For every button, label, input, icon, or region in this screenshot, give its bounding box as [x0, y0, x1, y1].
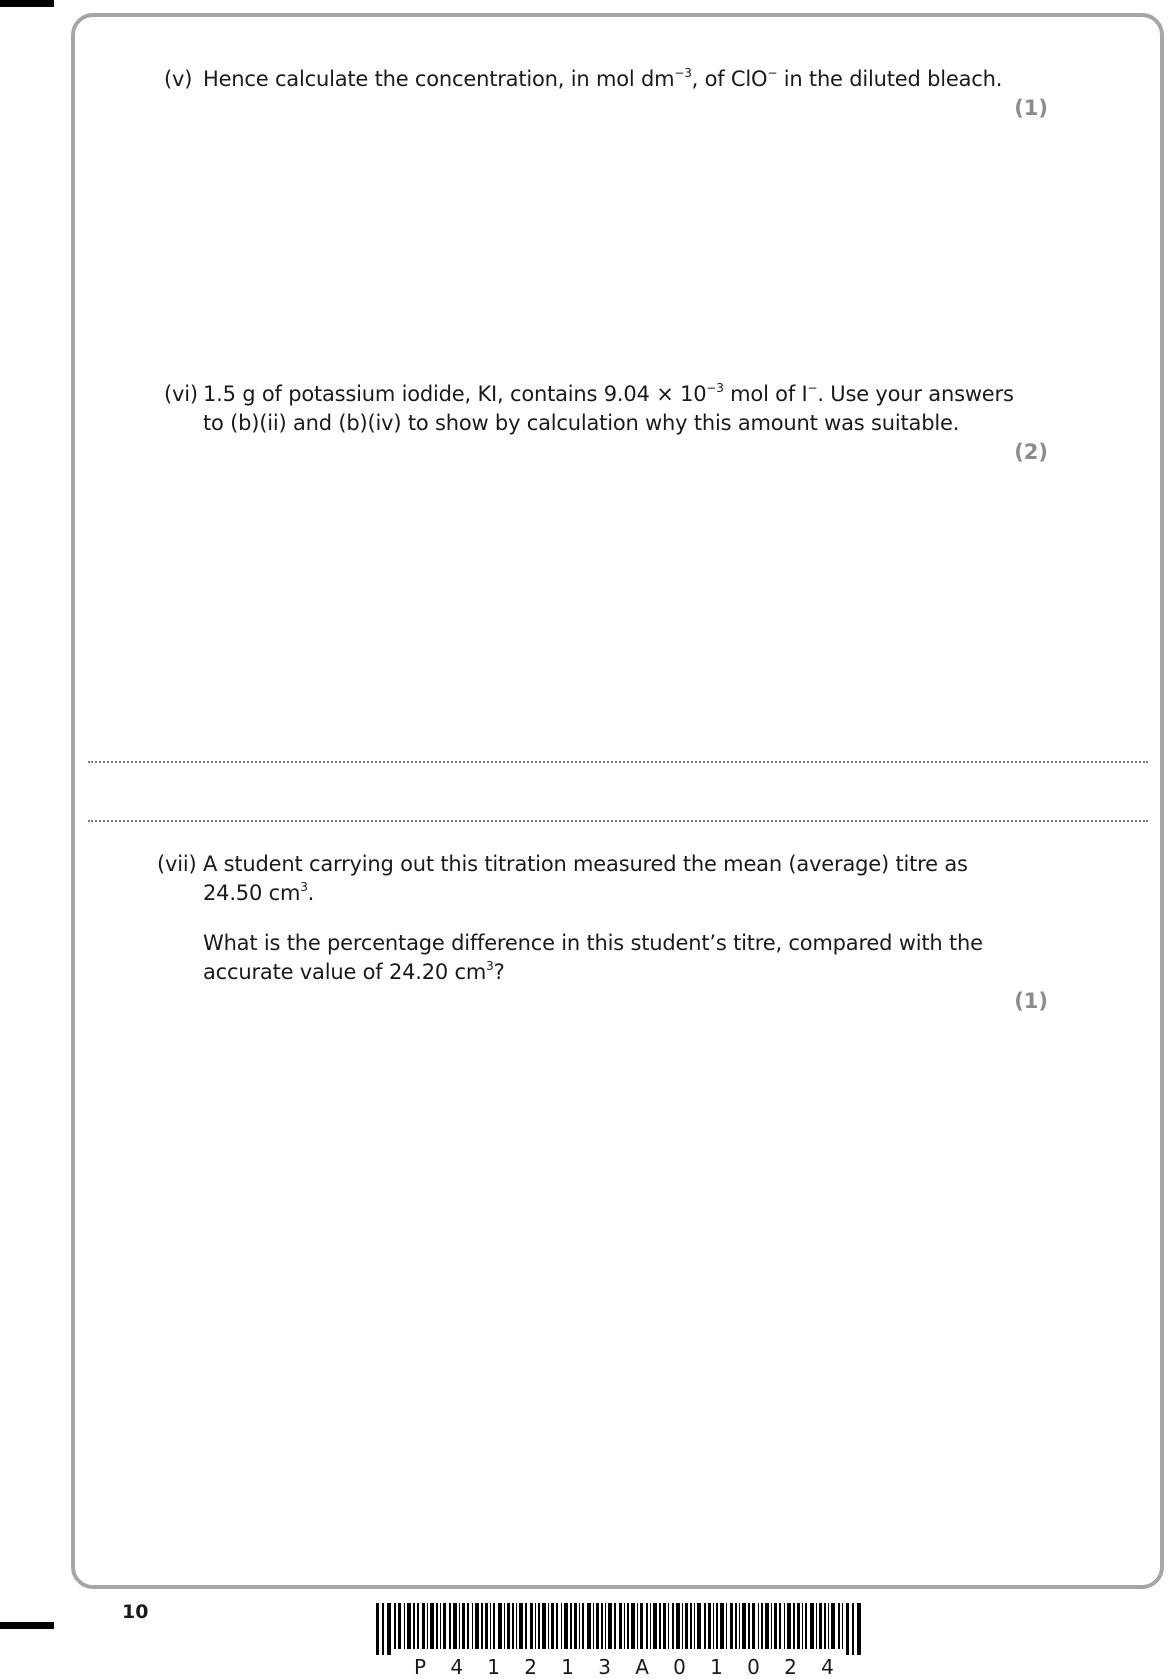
marks-vii: (1) — [1014, 989, 1048, 1013]
barcode-char: 2 — [784, 1655, 797, 1679]
marks-vi: (2) — [1014, 440, 1048, 464]
barcode-char: A — [635, 1655, 649, 1679]
barcode-char: 4 — [821, 1655, 834, 1679]
barcode-char: P — [414, 1655, 427, 1679]
answer-line — [88, 761, 1148, 763]
barcode-char: 0 — [747, 1655, 760, 1679]
answer-line — [88, 820, 1148, 822]
question-text: Hence calculate the concentration, in mol $dm^{-3}$, of ClO− in the diluted bleach. — [203, 66, 1003, 91]
question-text-line4: accurate value of 24.20 $cm^3$? — [203, 959, 505, 984]
question-number: (vii) — [157, 852, 197, 876]
answer-frame — [71, 13, 1164, 1589]
question-text-line2: to (b)(ii) and (b)(iv) to show by calculation why this amount was suitable. — [203, 411, 960, 435]
question-text: 1.5 g of potassium iodide, KI, contains $9.04 \times 10^{-3}$ mol of I−. Use your answers — [203, 381, 1014, 406]
question-text: A student carrying out this titration measured the mean (average) titre as — [203, 852, 968, 876]
barcode-image — [376, 1603, 862, 1655]
registration-mark-top — [0, 0, 54, 7]
marks-v: (1) — [1014, 96, 1048, 120]
question-text-line3: What is the percentage difference in this student’s titre, compared with the — [203, 931, 983, 955]
question-text-line2: 24.50 $cm^3$. — [203, 880, 315, 905]
barcode-char: 1 — [487, 1655, 501, 1679]
barcode-char: 4 — [450, 1655, 464, 1679]
question-number: (vi) — [164, 382, 198, 406]
registration-mark-bottom — [0, 1622, 54, 1629]
question-number: (v) — [164, 67, 193, 91]
barcode-char: 0 — [673, 1655, 686, 1679]
barcode-char: 2 — [524, 1655, 538, 1679]
barcode-text — [414, 1657, 834, 1677]
barcode-char: 3 — [598, 1655, 611, 1679]
barcode-char: 1 — [710, 1655, 723, 1679]
barcode-char: 1 — [561, 1655, 574, 1679]
page-number: 10 — [122, 1601, 149, 1623]
